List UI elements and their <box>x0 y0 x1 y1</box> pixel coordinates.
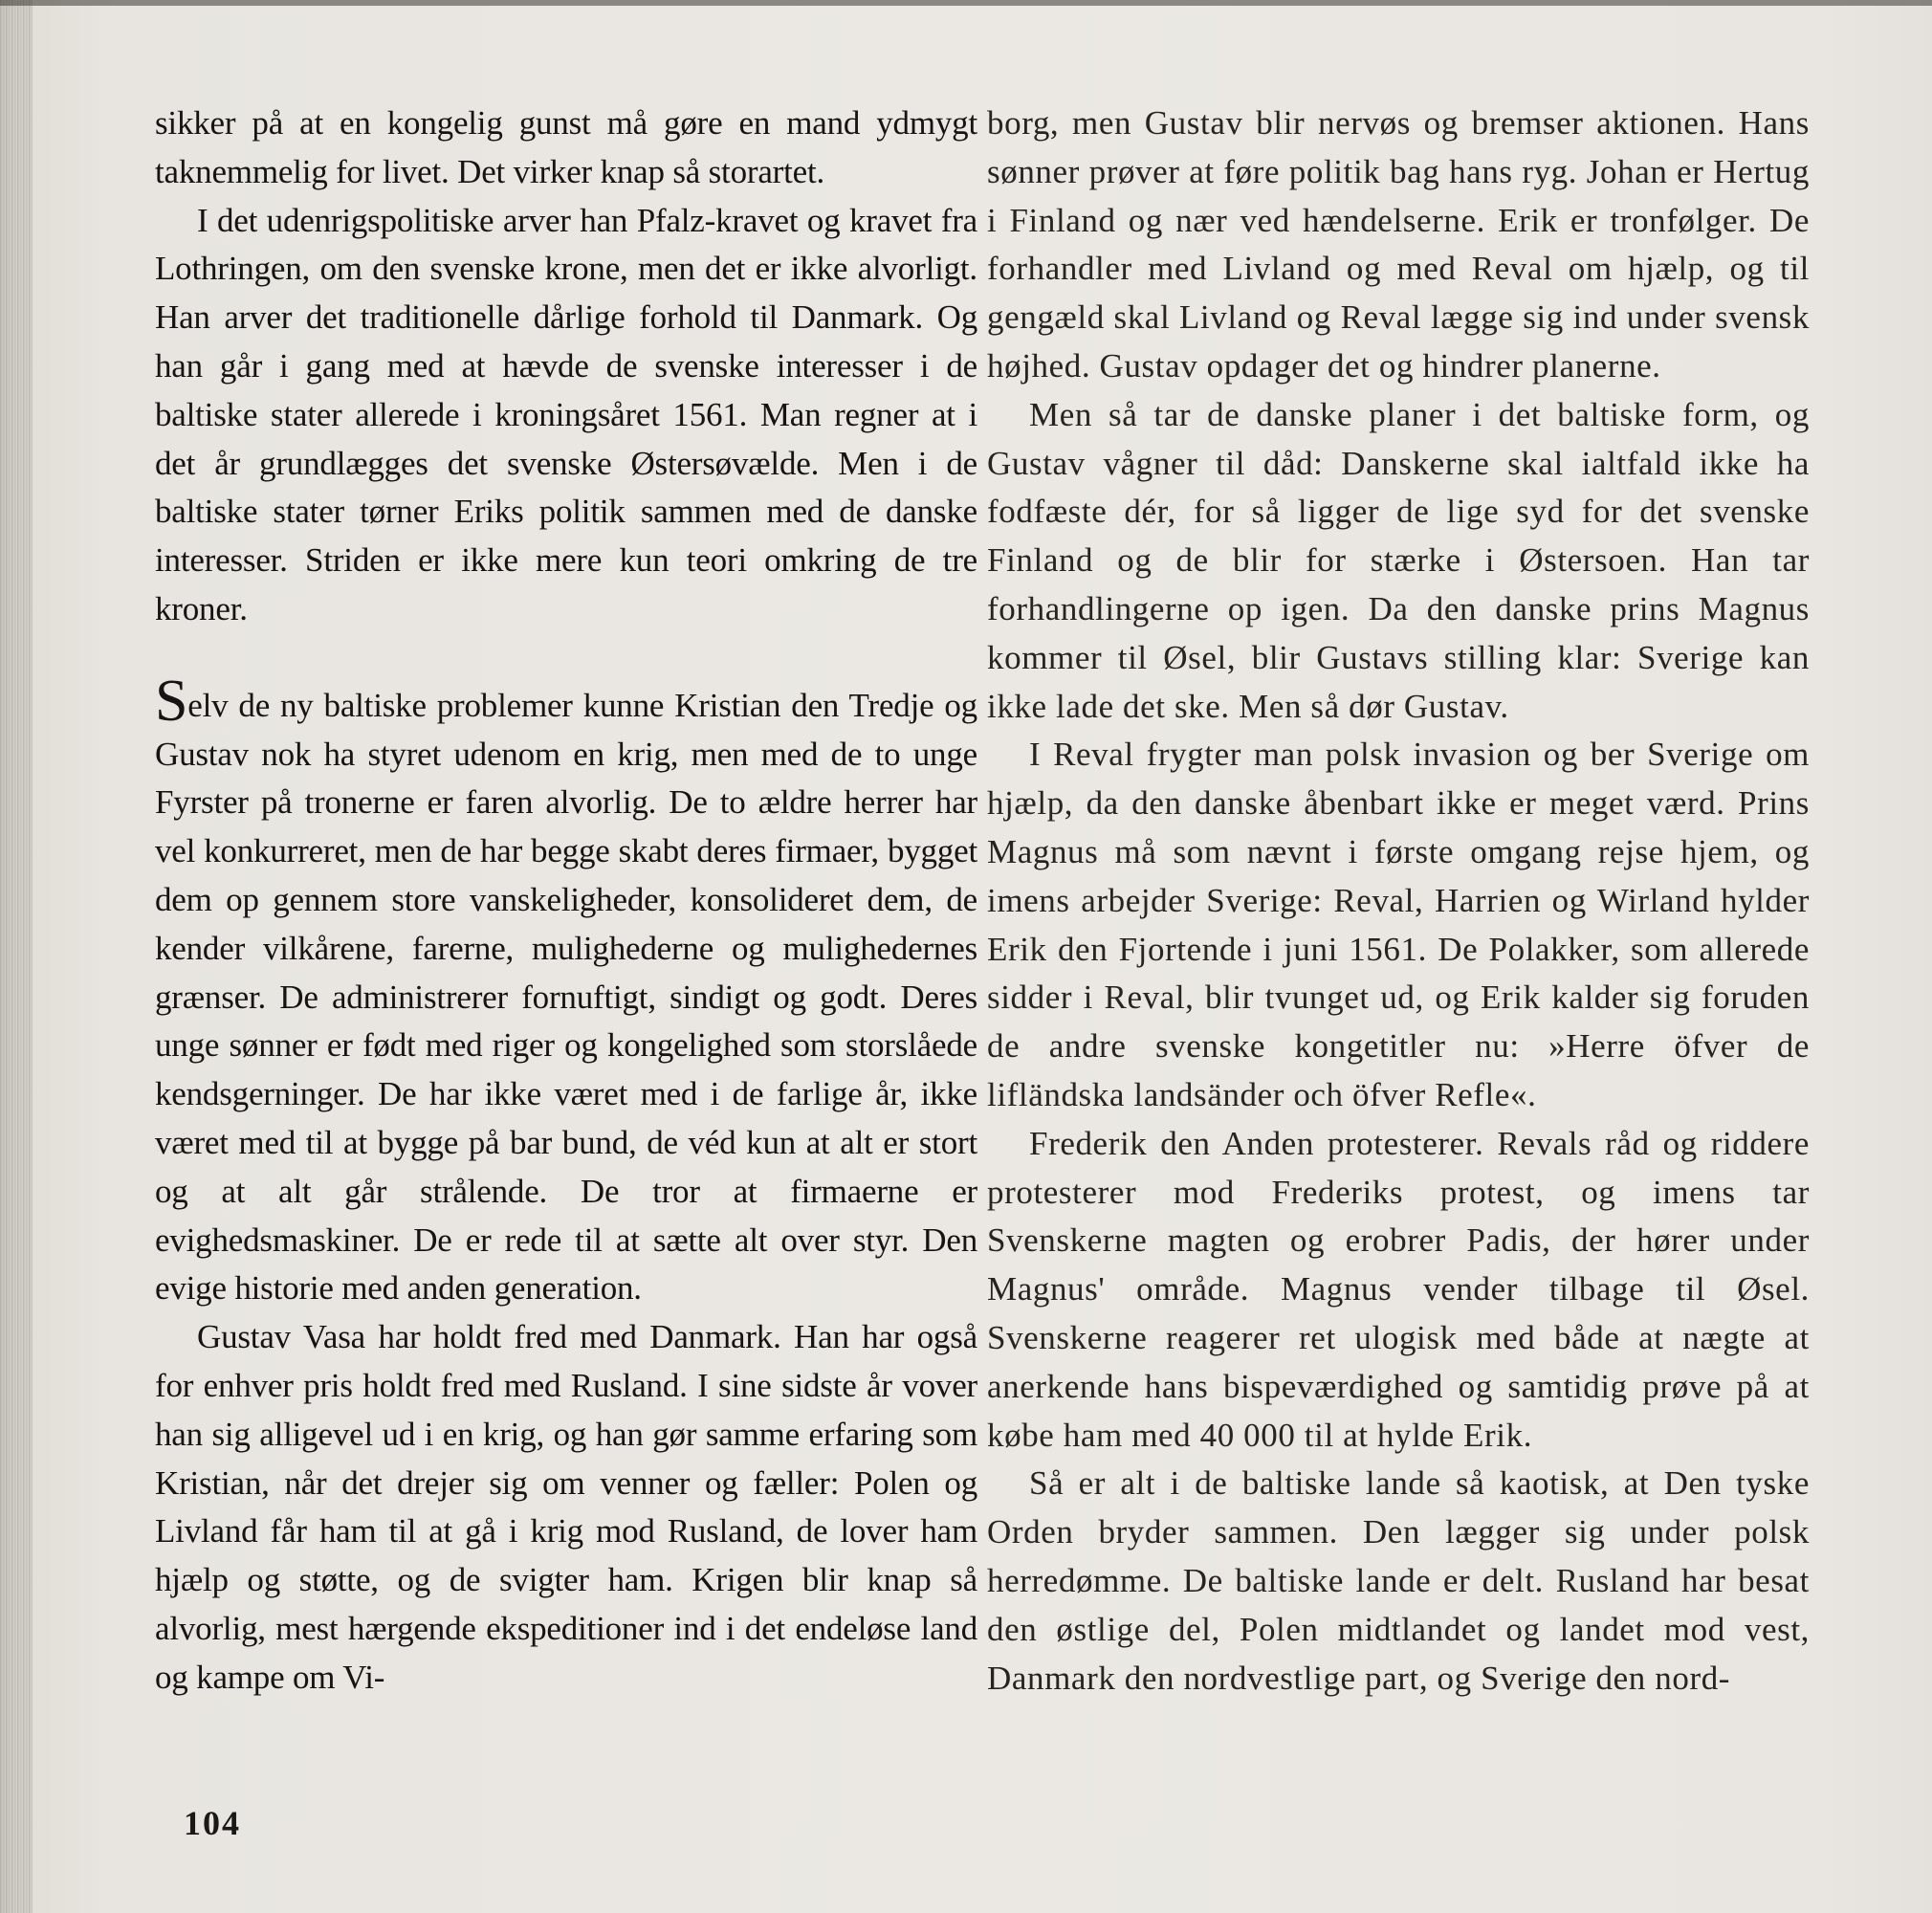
drop-cap: S <box>155 668 188 734</box>
right-paragraph-3: I Reval frygter man polsk invasion og ber Sverige om hjælp, da den danske åbenbart ikke er meget værd. Prins Magnus må som nævnt i første omgang rejse hjem, og imens arbejder Sverige: Reval, Harrien og Wirland hylder Erik den Fjortende i juni 1561. De Polakker, som allerede sidder i Reval, blir tvunget ud, og Erik kalder sig foruden de andre svenske kongetitler nu: »Herre öfver de lifländska landsänder och öfver Refle«. <box>987 736 1810 1113</box>
section-break <box>155 634 977 682</box>
page-edges <box>0 0 33 1913</box>
right-column <box>987 99 1810 1703</box>
left-paragraph-2: I det udenrigspolitiske arver han Pfalz-kravet og kravet fra Lothringen, om den svenske krone, men det er ikke alvorligt. Han arver det traditionelle dårlige forhold til Danmark. Og han går i gang med at hævde de svenske interesser i de baltiske stater allerede i kroningsåret 1561. Man regner at i det år grundlægges det svenske Østersøvælde. Men i de baltiske stater tørner Eriks politik sammen med de danske interesser. Striden er ikke mere kun teori omkring de tre kroner. <box>155 201 977 627</box>
right-paragraph-4: Frederik den Anden protesterer. Revals råd og riddere protesterer mod Frederiks protest, og imens tar Svenskerne magten og erobrer Padis, der hører under Magnus' område. Magnus vender tilbage til Øsel. Svenskerne reagerer ret ulogisk med både at nægte at anerkende hans bispeværdighed og samtidig prøve på at købe ham med 40 000 til at hylde Erik. <box>987 1124 1810 1454</box>
left-paragraph-3 <box>155 668 977 1313</box>
right-paragraph-1: borg, men Gustav blir nervøs og bremser aktionen. Hans sønner prøver at føre politik bag hans ryg. Johan er Hertug i Finland og nær ved hændelserne. Erik er tronfølger. De forhandler med Livland og med Reval om hjælp, og til gengæld skal Livland og Reval lægge sig ind under svensk højhed. Gustav opdager det og hindrer planerne. <box>987 104 1810 385</box>
left-paragraph-1: sikker på at en kongelig gunst må gøre en mand ydmygt taknemmelig for livet. Det virker knap så storartet. <box>155 104 977 190</box>
left-paragraph-4: Gustav Vasa har holdt fred med Danmark. Han har også for enhver pris holdt fred med Rusland. I sine sidste år vover han sig alligevel ud i en krig, og han gør samme erfaring som Kristian, når det drejer sig om venner og fæller: Polen og Livland får ham til at gå i krig mod Rusland, de lover ham hjælp og støtte, og de svigter ham. Krigen blir knap så alvorlig, mest hærgende ekspeditioner ind i det endeløse land og kampe om Vi- <box>155 1318 977 1696</box>
right-paragraph-5: Så er alt i de baltiske lande så kaotisk, at Den tyske Orden bryder sammen. Den lægger sig under polsk herredømme. De baltiske lande er delt. Rusland har besat den østlige del, Polen midtlandet og landet mod vest, Danmark den nordvestlige part, og Sverige den nord- <box>987 1464 1810 1697</box>
left-column <box>155 99 977 1703</box>
right-paragraph-2: Men så tar de danske planer i det baltiske form, og Gustav vågner til dåd: Danskerne skal ialtfald ikke ha fodfæste dér, for så ligger de lige syd for det svenske Finland og de blir for stærke i Østersoen. Han tar forhandlingerne op igen. Da den danske prins Magnus kommer til Øsel, blir Gustavs stilling klar: Sverige kan ikke lade det ske. Men så dør Gustav. <box>987 395 1810 725</box>
top-shadow <box>0 0 1932 6</box>
page-number: 104 <box>184 1804 241 1842</box>
left-paragraph-3-text: elv de ny baltiske problemer kunne Kristian den Tredje og Gustav nok ha styret udenom en krig, men med de to unge Fyrster på tronerne er faren alvorlig. De to ældre herrer har vel konkurreret, men de har begge skabt deres firmaer, bygget dem op gennem store vanskeligheder, konsolideret dem, de kender vilkårene, farerne, mulighederne og mulighedernes grænser. De administrerer fornuftigt, sindigt og godt. Deres unge sønner er født med riger og kongelighed som storslåede kendsgerninger. De har ikke været med i de farlige år, ikke været med til at bygge på bar bund, de véd kun at alt er stort og at alt går strålende. De tror at firmaerne er evighedsmaskiner. De er rede til at sætte alt over styr. Den evige historie med anden generation. <box>155 686 977 1308</box>
